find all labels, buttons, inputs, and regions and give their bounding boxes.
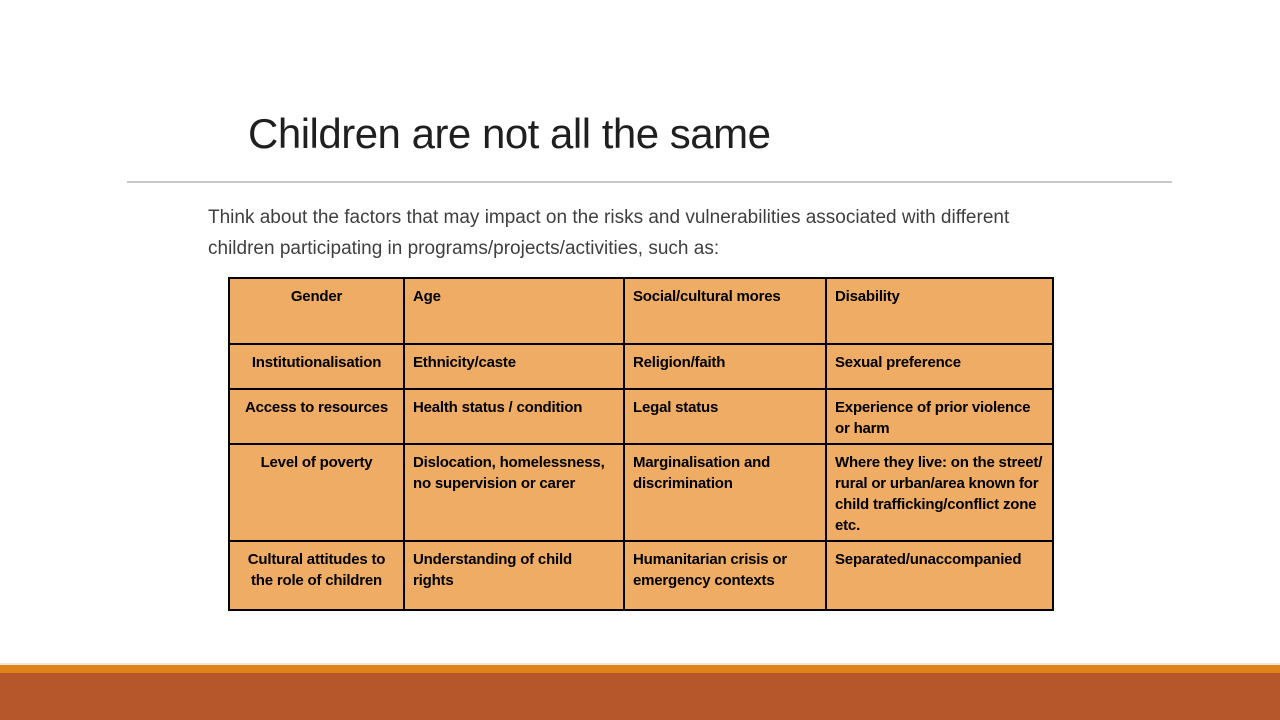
table-cell: Separated/unaccompanied bbox=[826, 541, 1053, 610]
table-cell: Humanitarian crisis or emergency contexts bbox=[624, 541, 826, 610]
table-row bbox=[229, 389, 1053, 444]
accent-stripe bbox=[0, 665, 1280, 673]
table-cell: Social/cultural mores bbox=[624, 278, 826, 344]
table-cell: Disability bbox=[826, 278, 1053, 344]
table-cell: Level of poverty bbox=[229, 444, 404, 541]
table-cell: Experience of prior violence or harm bbox=[826, 389, 1053, 444]
table-cell: Health status / condition bbox=[404, 389, 624, 444]
title-divider bbox=[127, 181, 1172, 183]
table-cell: Where they live: on the street/ rural or urban/area known for child trafficking/conflict zone etc. bbox=[826, 444, 1053, 541]
table-row bbox=[229, 278, 1053, 344]
table-cell: Institutionalisation bbox=[229, 344, 404, 389]
table-cell: Religion/faith bbox=[624, 344, 826, 389]
table-cell: Ethnicity/caste bbox=[404, 344, 624, 389]
table-row bbox=[229, 444, 1053, 541]
table-cell: Cultural attitudes to the role of children bbox=[229, 541, 404, 610]
footer-band bbox=[0, 673, 1280, 720]
table-cell: Dislocation, homelessness, no supervision or carer bbox=[404, 444, 624, 541]
table-cell: Legal status bbox=[624, 389, 826, 444]
table-cell: Access to resources bbox=[229, 389, 404, 444]
table-cell: Sexual preference bbox=[826, 344, 1053, 389]
slide-title: Children are not all the same bbox=[248, 110, 771, 157]
table-row bbox=[229, 541, 1053, 610]
table-cell: Marginalisation and discrimination bbox=[624, 444, 826, 541]
table-cell: Gender bbox=[229, 278, 404, 344]
intro-text: Think about the factors that may impact on the risks and vulnerabilities associated with different children participating in programs/projects/activities, such as: bbox=[208, 207, 1010, 259]
table-cell: Understanding of child rights bbox=[404, 541, 624, 610]
risk-factors-table bbox=[228, 277, 1054, 611]
table-row bbox=[229, 344, 1053, 389]
table-cell: Age bbox=[404, 278, 624, 344]
